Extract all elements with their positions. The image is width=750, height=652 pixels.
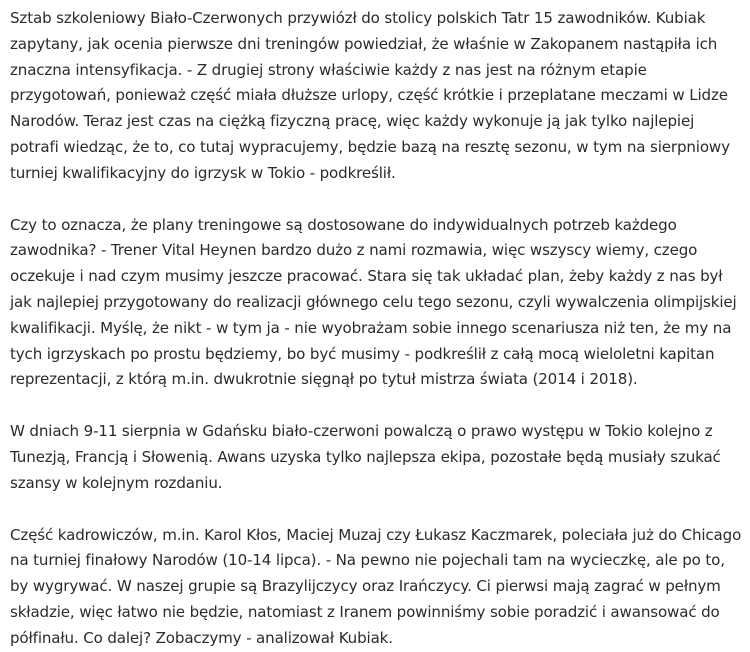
article-paragraph: Część kadrowiczów, m.in. Karol Kłos, Maciej Muzaj czy Łukasz Kaczmarek, poleciała już do Chicago na turniej finałowy Narodów (10-14 lipca). - Na pewno nie pojechali tam na wycieczkę, ale po to, by wygrywać. W naszej grupie są Brazylijczycy oraz Irańczycy. Ci pierwsi mają zagrać w pełnym składzie, więc łatwo nie będzie, natomiast z Iranem powinniśmy sobie poradzić i awansować do półfinału. Co dalej? Zobaczymy - analizował Kubiak.: [10, 525, 742, 647]
article-paragraph: Sztab szkoleniowy Biało-Czerwonych przywiózł do stolicy polskich Tatr 15 zawodników. Kubiak zapytany, jak ocenia pierwsze dni treningów powiedział, że właśnie w Zakopanem nastąpiła ich znaczna intensyfikacja. - Z drugiej strony właściwie każdy z nas jest na różnym etapie przygotowań, ponieważ część miała dłuższe urlopy, część krótkie i przeplatane meczami w Lidze Narodów. Teraz jest czas na ciężką fizyczną pracę, więc każdy wykonuje ją jak tylko najlepiej potrafi wiedząc, że to, co tutaj wypracujemy, będzie bazą na resztę sezonu, w tym na sierpniowy turniej kwalifikacyjny do igrzysk w Tokio - podkreślił.: [10, 9, 730, 182]
article-paragraph: Czy to oznacza, że plany treningowe są dostosowane do indywidualnych potrzeb każdego zawodnika? - Trener Vital Heynen bardzo dużo z nami rozmawia, więc wszyscy wiemy, czego oczekuje i nad czym musimy jeszcze pracować. Stara się tak układać plan, żeby każdy z nas był jak najlepiej przygotowany do realizacji głównego celu tego sezonu, czyli wywalczenia olimpijskiej kwalifikacji. Myślę, że nikt - w tym ja - nie wyobrażam sobie innego scenariusza niż ten, że my na tych igrzyskach po prostu będziemy, bo być musimy - podkreślił z całą mocą wieloletni kapitan reprezentacji, z którą m.in. dwukrotnie sięgnął po tytuł mistrza świata (2014 i 2018).: [10, 215, 737, 389]
article-body: [10, 6, 744, 652]
article-paragraph: W dniach 9-11 sierpnia w Gdańsku biało-czerwoni powalczą o prawo występu w Tokio kolejno z Tunezją, Francją i Słowenią. Awans uzyska tylko najlepsza ekipa, pozostałe będą musiały szukać szansy w kolejnym rozdaniu.: [10, 422, 721, 492]
